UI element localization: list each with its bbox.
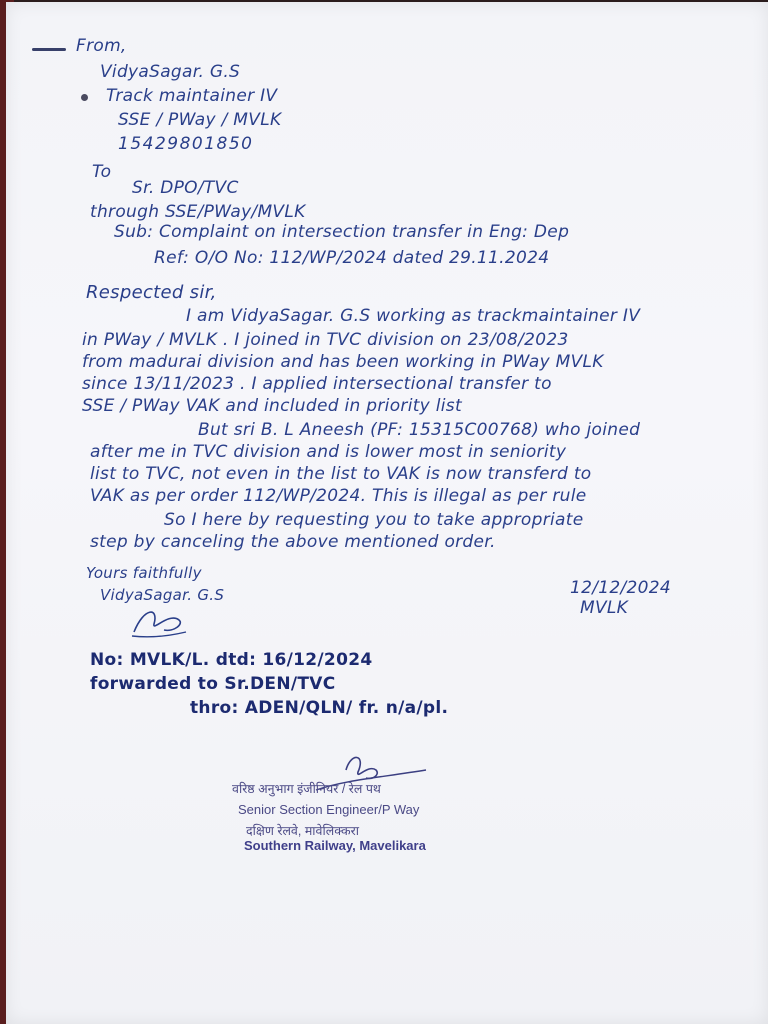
endorsement-through-tail: fr. n/a/pl. (358, 698, 449, 718)
sender-designation: Track maintainer IV (106, 86, 278, 106)
body-line: step by canceling the above mentioned order. (90, 532, 496, 552)
stamp-english-org: Southern Railway, Mavelikara (244, 838, 426, 853)
through-line: through SSE/PWay/MVLK (90, 202, 306, 222)
margin-dash-mark (32, 48, 66, 51)
subject-line: Sub: Complaint on intersection transfer in Eng: Dep (114, 222, 570, 242)
recipient: Sr. DPO/TVC (132, 178, 239, 198)
endorsement-through (190, 698, 448, 718)
body-line: I am VidyaSagar. G.S working as trackmaintainer IV (186, 306, 641, 326)
reference-line: Ref: O/O No: 112/WP/2024 dated 29.11.2024 (154, 248, 550, 268)
sender-signature (124, 602, 194, 642)
body-line: So I here by requesting you to take appropriate (164, 510, 584, 530)
endorsement-through-text: thro: ADEN/QLN/ (190, 698, 359, 718)
body-line: SSE / PWay VAK and included in priority list (82, 396, 462, 416)
endorsement-number: No: MVLK/L. dtd: 16/12/2024 (90, 650, 373, 670)
body-line: But sri B. L Aneesh (PF: 15315C00768) who joined (198, 420, 641, 440)
letter-date: 12/12/2024 (570, 578, 671, 598)
from-label: From, (76, 36, 127, 56)
closing-name: VidyaSagar. G.S (100, 586, 225, 604)
endorsement-forwarded: forwarded to Sr.DEN/TVC (90, 674, 336, 694)
stamp-english-title: Senior Section Engineer/P Way (238, 802, 420, 817)
letter-sheet (6, 2, 768, 1024)
body-line: VAK as per order 112/WP/2024. This is illegal as per rule (90, 486, 587, 506)
letter-place: MVLK (580, 598, 629, 618)
body-line: in PWay / MVLK . I joined in TVC division on 23/08/2023 (82, 330, 569, 350)
closing-line: Yours faithfully (86, 564, 202, 582)
body-line: after me in TVC division and is lower most in seniority (90, 442, 567, 462)
to-label: To (92, 162, 112, 182)
sender-name: VidyaSagar. G.S (100, 62, 241, 82)
sender-number: 15429801850 (118, 134, 254, 154)
salutation: Respected sir, (86, 282, 217, 303)
body-line: from madurai division and has been working in PWay MVLK (82, 352, 604, 372)
bullet-dot-mark (81, 94, 88, 101)
body-line: list to TVC, not even in the list to VAK is now transferd to (90, 464, 592, 484)
stamp-hindi-org: दक्षिण रेलवे, मावेलिक्करा (246, 824, 359, 838)
body-line: since 13/11/2023 . I applied intersectional transfer to (82, 374, 552, 394)
stamp-hindi-title: वरिष्ठ अनुभाग इंजीनियर / रेल पथ (232, 782, 381, 796)
sender-office: SSE / PWay / MVLK (118, 110, 282, 130)
